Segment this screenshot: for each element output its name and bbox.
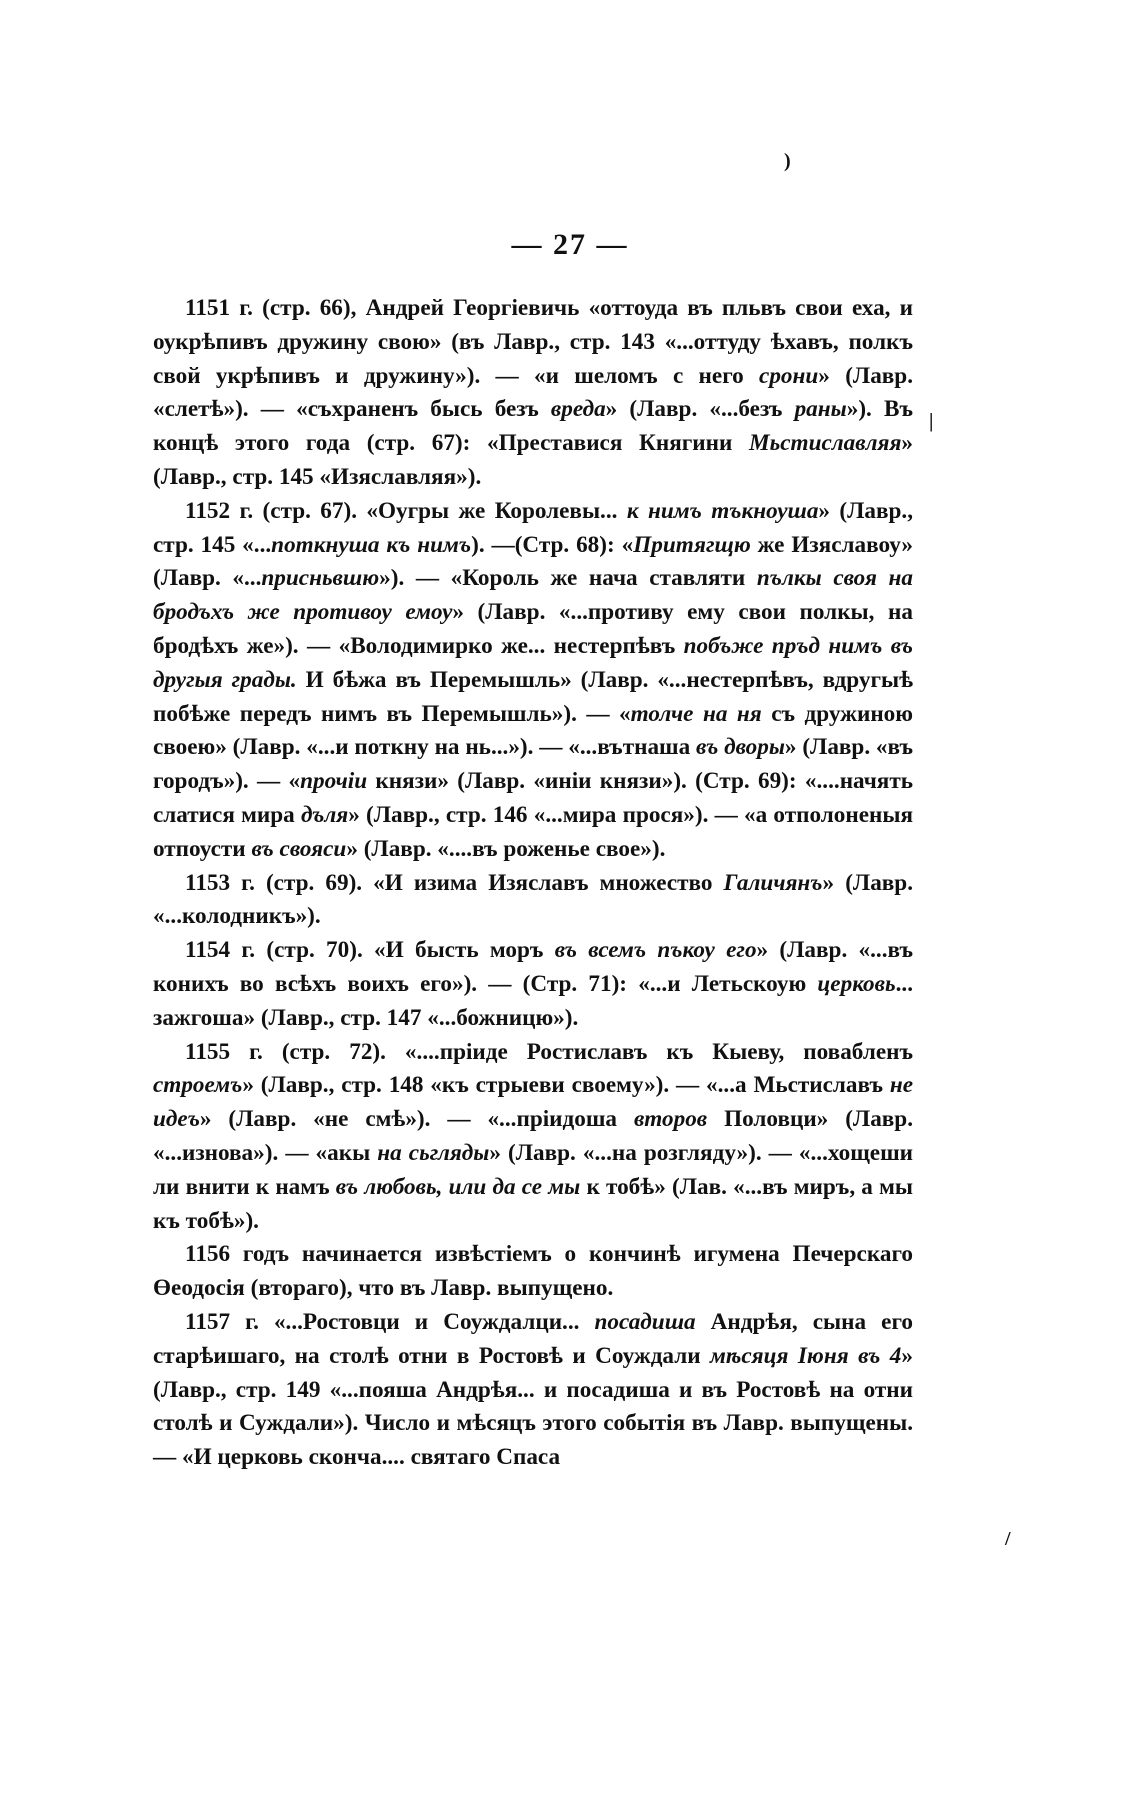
text-run: ... зажгоша» (Лавр., стр. 147 «...божницю»).: [153, 970, 913, 1031]
text-run: » (Лавр. «...противу ему свои полкы, на бродѣхъ же»). — «Володимирко же... нестерпѣвъ: [153, 599, 913, 659]
italic-quote: посадиша: [594, 1308, 696, 1335]
italic-quote: Мьстиславляя: [749, 430, 902, 457]
italic-quote: вреда: [550, 396, 606, 423]
text-run: » (Лавр., стр. 145 «Изяславляя»).: [153, 430, 913, 490]
text-run: » (Лавр., стр. 149 «...пояша Андрѣя... и посадиша и въ Ростовѣ на отни столѣ и Суждали»). Число и мѣсяцъ этого событія въ Лавр. выпущены. — «И церковь сконча.... святаго Спаса: [153, 1342, 913, 1471]
text-run: к тобѣ» (Лав. «...въ миръ, а мы къ тобѣ»).: [153, 1173, 914, 1234]
text-run: Половци» (Лавр. «...изнова»). — «акы: [153, 1106, 914, 1166]
italic-quote: пълкы своя на бродъхъ же противоу емоу: [153, 565, 913, 626]
text-run: » (Лавр. «не смѣ»). — «...пріидоша: [199, 1106, 634, 1133]
italic-quote: раны: [794, 396, 847, 423]
text-run: князи» (Лавр. «иніи князи»). (Стр. 69): «....начять слатися мира: [153, 768, 913, 828]
italic-quote: к нимъ тъкноуша: [626, 497, 819, 524]
italic-quote: церковь: [817, 970, 896, 997]
text-run: » (Лавр. «...на розгляду»). — «...хощеши ли внити к намъ: [153, 1139, 914, 1200]
text-run: 1151 г. (стр. 66), Андрей Георгіевичь «оттоуда въ пльвъ свои еха, и оукрѣпивъ дружину свою» (въ Лавр., стр. 143 «...оттуду ѣхавъ, полкъ свой укрѣпивъ и дружину»). — «и шеломъ с него: [153, 295, 913, 389]
italic-quote: въ дворы: [696, 734, 785, 761]
text-run: 1152 г. (стр. 67). «Оугры же Королевы...: [185, 497, 627, 524]
paragraph-1152: [153, 495, 913, 867]
italic-quote: дъля: [300, 801, 349, 828]
italic-quote: второв: [633, 1106, 708, 1133]
paragraph-1153: [153, 867, 913, 935]
text-run: »). Въ концѣ этого года (стр. 67): «Преставися Княгини: [153, 396, 913, 457]
text-run: 1155 г. (стр. 72). «....пріиде Ростиславъ къ Кыеву, повабленъ: [185, 1038, 913, 1065]
text-run: И бѣжа въ Перемышль» (Лавр. «...нестерпѣвъ, вдругыѣ побѣже передъ нимъ въ Перемышль»). — «: [153, 666, 913, 727]
text-run: » (Лавр., стр. 148 «къ стрыеви своему»). — «...а Мьстиславъ: [242, 1072, 890, 1099]
italic-quote: срони: [759, 362, 819, 389]
text-run: » (Лавр. «...колодникъ»).: [153, 869, 914, 930]
paragraph-1155: [153, 1036, 913, 1239]
page-number: — 27 —: [511, 228, 629, 261]
italic-quote: въ всемъ пъкоу его: [554, 937, 757, 964]
margin-mark: |: [929, 410, 934, 432]
italic-quote: прочіи: [300, 768, 368, 795]
italic-quote: мѣсяця Іюня въ 4: [710, 1342, 902, 1369]
text-run: » (Лавр., стр. 146 «...мира прося»). — «а отполоненыя отпоусти: [153, 801, 913, 862]
text-run: » (Лавр., стр. 145 «...: [153, 497, 913, 558]
text-run: » (Лавр. «въ городъ»). — «: [153, 734, 913, 795]
italic-quote: въ любовь, или да се мы: [335, 1173, 581, 1200]
text-run: » (Лавр. «...безъ: [605, 396, 795, 423]
text-run: съ дружиною своею» (Лавр. «...и поткну на нь...»). — «...вътнаша: [153, 700, 913, 761]
paragraph-1154: [153, 934, 913, 1035]
italic-quote: толче на ня: [630, 700, 762, 727]
paragraph-1156: [153, 1238, 913, 1306]
text-run: 1153 г. (стр. 69). «И изима Изяславъ множество: [185, 869, 724, 896]
body-text: [153, 292, 913, 1475]
text-run: » (Лавр. «....въ роженье свое»).: [346, 835, 666, 862]
text-run: »). — «Король же нача ставляти: [379, 565, 757, 592]
paragraph-1151: [153, 292, 913, 495]
text-run: 1156 годъ начинается извѣстіемъ о кончинѣ игумена Печерскаго Өеодосія (втораго), что въ Лавр. выпущено.: [153, 1241, 913, 1302]
text-run: » (Лавр. «...въ конихъ во всѣхъ воихъ его»). — (Стр. 71): «...и Летьскоую: [153, 937, 913, 997]
text-run: Андрѣя, сына его старѣишаго, на столѣ отни в Ростовѣ и Соуждали: [153, 1308, 913, 1369]
italic-quote: въ свояси: [251, 835, 347, 862]
italic-quote: присньвшю: [261, 565, 380, 592]
italic-quote: строемъ: [153, 1072, 243, 1099]
margin-mark: ): [784, 150, 791, 172]
text-run: же Изяславоу» (Лавр. «...: [153, 531, 913, 592]
italic-quote: Галичянъ: [723, 869, 823, 896]
text-run: » (Лавр. «слетѣ»). — «съхраненъ бысь безъ: [153, 362, 914, 423]
italic-quote: побъже пръд нимъ въ другыя грады.: [153, 632, 913, 693]
margin-mark: /: [1005, 1528, 1011, 1550]
italic-quote: на сьгляды: [377, 1139, 490, 1166]
italic-quote: Притягщю: [633, 531, 751, 558]
italic-quote: не идеъ: [153, 1072, 913, 1133]
paragraph-1157: [153, 1306, 913, 1475]
text-run: 1157 г. «...Ростовци и Соуждалци...: [185, 1308, 595, 1335]
italic-quote: поткнуша къ нимъ: [271, 531, 472, 558]
text-run: 1154 г. (стр. 70). «И бысть моръ: [185, 937, 555, 964]
text-run: ). —(Стр. 68): «: [471, 531, 634, 558]
